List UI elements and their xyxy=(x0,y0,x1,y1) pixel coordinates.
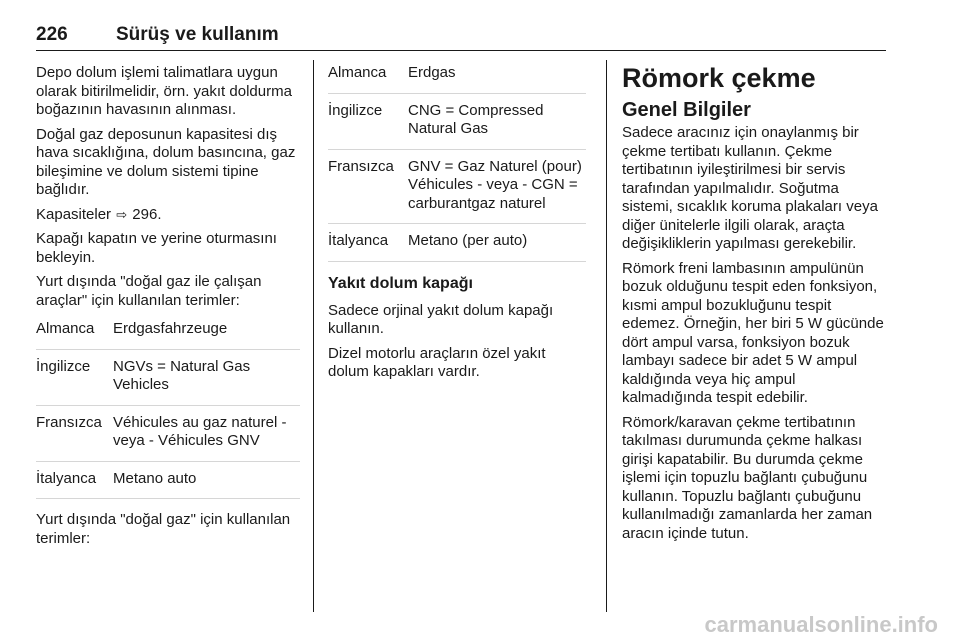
header-rule xyxy=(36,50,886,51)
paragraph: Dizel motorlu araçların özel yakıt dolum kapakları vardır. xyxy=(328,344,546,380)
table-row xyxy=(328,158,586,225)
table-row xyxy=(36,470,300,500)
vehicle-terms-table xyxy=(36,320,300,499)
paragraph: Römork/karavan çekme tertibatının takılması durumunda çekme halkası girişi kapatabilir. Bu durumda çekme işlemi için topuzlu bağlantı çubuğunu kullanın. Topuzlu bağlantı çubuğunu kullanılmadığı zamanlarda her zaman aracın içinde tutun. xyxy=(622,413,873,542)
section-heading: Genel Bilgiler xyxy=(622,99,751,121)
language-cell: Almanca xyxy=(36,320,95,337)
reference-page-link[interactable]: 296. xyxy=(132,205,162,223)
term-cell: Véhicules au gaz naturel - veya - Véhicules GNV xyxy=(113,413,287,449)
language-cell: Fransızca xyxy=(36,413,102,431)
section-heading: Yakıt dolum kapağı xyxy=(328,274,473,292)
column-divider-1 xyxy=(313,60,314,612)
term-cell: GNV = Gaz Naturel (pour) Véhicules - veya - CGN = carburantgaz naturel xyxy=(408,157,582,212)
table-row xyxy=(328,102,586,150)
paragraph: Depo dolum işlemi talimatlara uygun olarak bitirilmelidir, örn. yakıt doldurma boğazının havasının alınması. xyxy=(36,64,292,118)
term-cell: Metano (per auto) xyxy=(408,232,528,249)
paragraph: Yurt dışında "doğal gaz" için kullanılan terimler: xyxy=(36,511,291,547)
language-cell: İngilizce xyxy=(36,357,91,375)
term-cell: CNG = Compressed Natural Gas xyxy=(408,101,544,137)
table-row xyxy=(36,358,300,406)
table-row xyxy=(328,64,586,94)
language-cell: Fransızca xyxy=(328,157,394,175)
reference-arrow-icon: ⇨ xyxy=(116,206,128,222)
table-row xyxy=(36,414,300,462)
language-cell: Almanca xyxy=(328,64,387,81)
term-cell: Erdgas xyxy=(408,64,456,81)
paragraph: Doğal gaz deposunun kapasitesi dış hava sıcaklığına, dolum basıncına, gaz bileşimine ve dolum sistemi tipine bağlıdır. xyxy=(36,125,296,198)
paragraph: Römork freni lambasının ampulünün bozuk olduğunu tespit eden fonksiyon, kısmi ampul bozukluğunu tespit edemez. Örneğin, her biri 5 W gücünde dört ampul varsa, fonksiyon bozuk lambayı sadece bir adet 5 W ampul kaldığında veya hiç ampul kalmadığında tespit edebilir. xyxy=(622,259,884,406)
paragraph: Sadece orjinal yakıt dolum kapağı kullanın. xyxy=(328,301,554,337)
reference-label: Kapasiteler xyxy=(36,205,112,223)
language-cell: İngilizce xyxy=(328,101,383,119)
language-cell: İtalyanca xyxy=(328,232,389,249)
column-2 xyxy=(328,64,586,388)
column-3 xyxy=(622,62,888,549)
page-number: 226 xyxy=(36,24,68,45)
page-title: Sürüş ve kullanım xyxy=(116,24,279,45)
language-cell: İtalyanca xyxy=(36,469,97,487)
term-cell: NGVs = Natural Gas Vehicles xyxy=(113,357,251,393)
table-row xyxy=(328,232,586,262)
page-header xyxy=(36,22,886,48)
paragraph: Sadece aracınız için onaylanmış bir çekme tertibatı kullanın. Çekme tertibatının iyileştirilmesi bir servis tarafından yapılmalıdır. Soğutma sistemi, sıcaklık koruma plakaları veya diğer ünitelerle ilgili olarak, araçta değişikliklerin yapılması gerekebilir. xyxy=(622,124,878,252)
term-cell: Metano auto xyxy=(113,469,197,487)
watermark: carmanualsonline.info xyxy=(704,612,938,637)
paragraph: Yurt dışında "doğal gaz ile çalışan araçlar" için kullanılan terimler: xyxy=(36,273,262,309)
table-row xyxy=(36,320,300,350)
column-1 xyxy=(36,64,300,554)
paragraph: Kapağı kapatın ve yerine oturmasını bekleyin. xyxy=(36,230,277,266)
capacity-reference xyxy=(36,206,300,225)
chapter-heading: Römork çekme xyxy=(622,63,816,93)
gas-terms-table xyxy=(328,64,586,262)
column-divider-2 xyxy=(606,60,607,612)
term-cell: Erdgasfahrzeuge xyxy=(113,320,228,337)
